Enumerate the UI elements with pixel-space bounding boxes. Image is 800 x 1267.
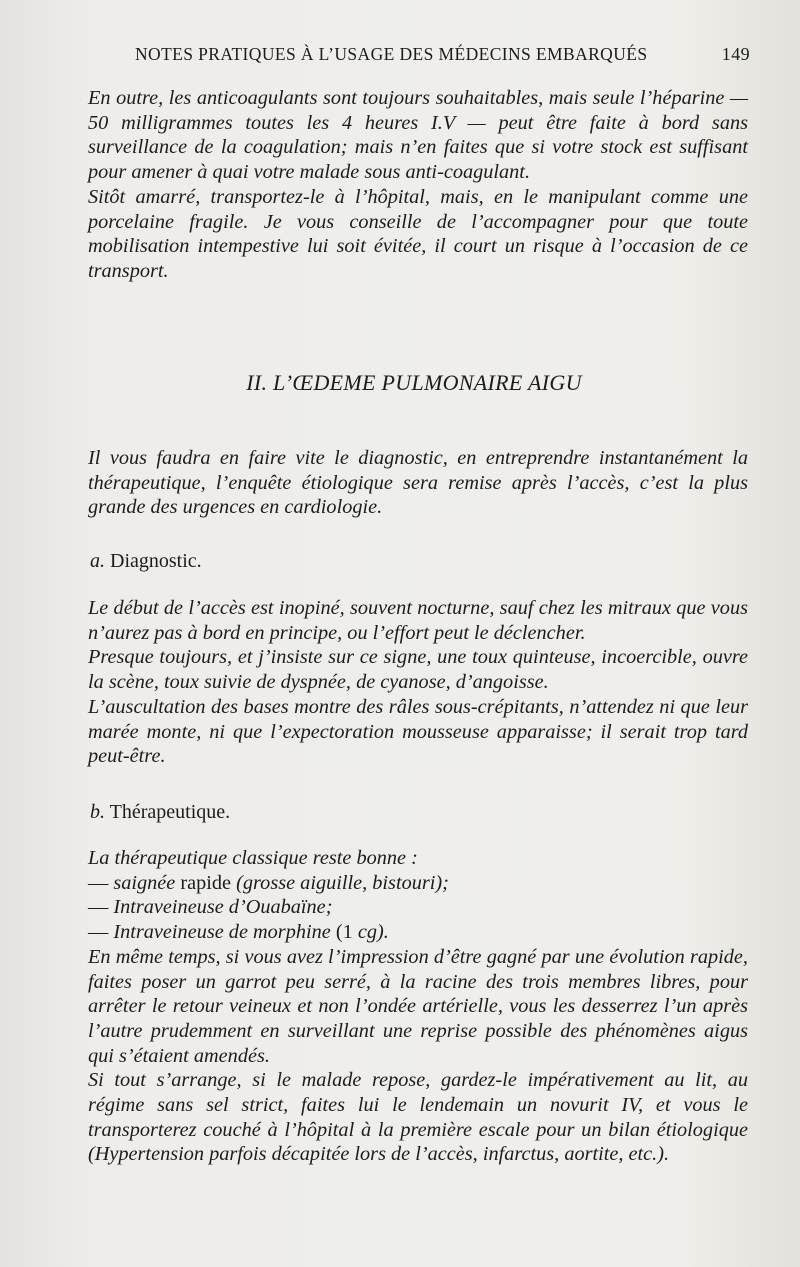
paragraph-garrot: En même temps, si vous avez l’impression d’être gagné par une évolution rapide, faites poser un garrot peu serré, à la racine des trois membres libres, pour arrêter le retour veineux et non l’ondée artérielle, vous les desserrez l’un après l’autre prudemment en surveillant une reprise possible des phénomènes aigus qui s’étaient amendés. xyxy=(88,945,748,1067)
list-item xyxy=(88,895,748,920)
list-item xyxy=(88,871,748,896)
list-dash: — xyxy=(88,921,109,944)
section-title: II. L’ŒDEME PULMONAIRE AIGU xyxy=(246,370,582,395)
subheading-label: Diagnostic. xyxy=(110,550,202,572)
list-dash: — xyxy=(88,871,109,894)
paragraph-toux: Presque toujours, et j’insiste sur ce signe, une toux quinteuse, incoercible, ouvre la scène, toux suivie de dyspnée, de cyanose, d’angoisse. xyxy=(88,646,748,694)
paragraph-anticoagulants: En outre, les anticoagulants sont toujours souhaitables, mais seule l’héparine — 50 milligrammes toutes les 4 heures I.V — peut être faite à bord sans surveillance de la coagulation; mais n’en faites que si votre stock est suffisant pour amener à quai votre malade sous anti-coagulant. xyxy=(88,87,748,184)
paragraph-auscultation: L’auscultation des bases montre des râles sous-crépitants, n’attendez ni que leur marée monte, ni que l’expectoration mousseuse apparaisse; il serait trop tard peut-être. xyxy=(88,695,748,768)
paragraph-suite: Si tout s’arrange, si le malade repose, gardez-le impérativement au lit, au régime sans sel strict, faites lui le lendemain un novurit IV, et vous le transporterez couché à l’hôpital à la première escale pour un bilan étiologique (Hypertension parfois décapitée lors de l’accès, infarctus, aortite, etc.). xyxy=(88,1069,748,1166)
subheading-label: Thérapeutique. xyxy=(109,801,231,823)
list-text: (grosse aiguille, bistouri); xyxy=(236,871,449,894)
list-text: Intraveineuse de morphine xyxy=(113,921,331,944)
list-text: rapide xyxy=(175,871,237,894)
paragraph-debut: Le début de l’accès est inopiné, souvent nocturne, sauf chez les mitraux que vous n’aurez pas à bord en principe, ou l’effort peut le déclencher. xyxy=(88,597,748,644)
list-text: (1 xyxy=(330,921,358,944)
list-text: cg). xyxy=(357,921,389,944)
running-title: NOTES PRATIQUES À L’USAGE DES MÉDECINS EMBARQUÉS xyxy=(135,44,648,64)
page-number: 149 xyxy=(721,44,750,64)
subheading-letter: b. xyxy=(90,801,105,823)
paragraph-intro: Il vous faudra en faire vite le diagnostic, en entreprendre instantanément la thérapeutique, l’enquête étiologique sera remise après l’accès, c’est la plus grande des urgences en cardiologie. xyxy=(88,447,748,519)
intro-block xyxy=(88,446,748,520)
list-text: Intraveineuse d’Ouabaïne; xyxy=(113,896,333,919)
list-item xyxy=(88,920,748,945)
list-dash: — xyxy=(88,896,109,919)
diagnostic-block xyxy=(88,596,748,769)
subheading-diagnostic xyxy=(90,550,202,573)
therapeutique-intro: La thérapeutique classique reste bonne : xyxy=(88,847,418,869)
subheading-therapeutique xyxy=(90,801,230,824)
continuation-block xyxy=(88,86,748,284)
subheading-letter: a. xyxy=(90,550,105,572)
paragraph-transport: Sitôt amarré, transportez-le à l’hôpital, mais, en le manipulant comme une porcelaine fragile. Je vous conseille de l’accompagner pour que toute mobilisation intempestive lui soit évitée, il court un risque à l’occasion de ce transport. xyxy=(88,185,748,282)
list-text: saignée xyxy=(113,871,176,894)
therapeutique-block xyxy=(88,846,748,1167)
